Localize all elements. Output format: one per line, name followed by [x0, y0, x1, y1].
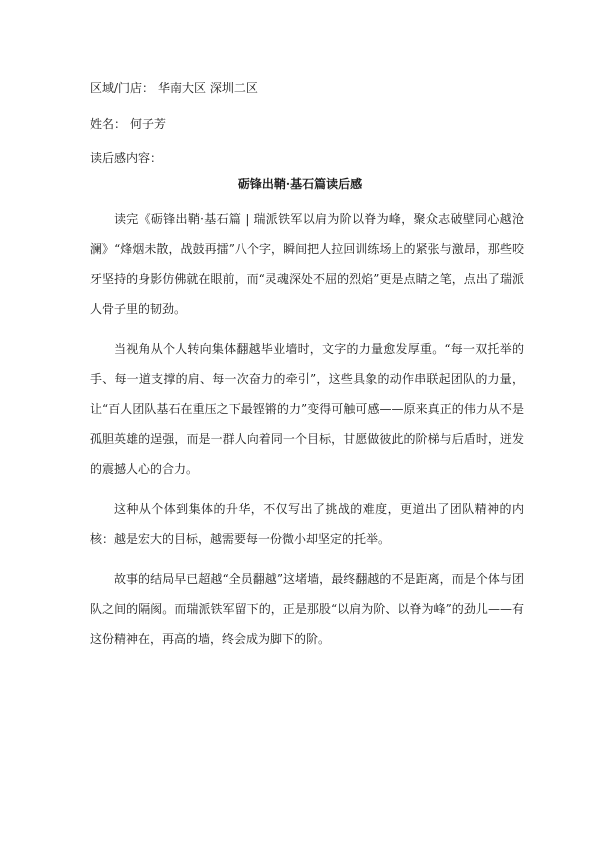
article-body: [90, 204, 524, 664]
article-paragraph: 读完《砺锋出鞘·基石篇 | 瑞派铁军以肩为阶以脊为峰，聚众志破壁同心越沧澜》“烽烟未散，战鼓再擂”八个字，瞬间把人拉回训练场上的紧张与激昂，那些咬牙坚持的身影仿佛就在眼前，而“灵魂深处不屈的烈焰”更是点睛之笔，点出了瑞派人骨子里的韧劲。: [90, 212, 524, 316]
article-paragraph: 这种从个体到集体的升华，不仅写出了挑战的难度，更道出了团队精神的内核：越是宏大的目标，越需要每一份微小却坚定的托举。: [90, 502, 524, 546]
region-store-label: 区域/门店：: [90, 81, 155, 95]
content-label: 读后感内容：: [90, 151, 163, 165]
region-store-field: [90, 80, 258, 96]
article-paragraph: 当视角从个人转向集体翻越毕业墙时，文字的力量愈发厚重。“每一双托举的手、每一道支撑的肩、每一次奋力的牵引”，这些具象的动作串联起团队的力量，让“百人团队基石在重压之下最铿锵的力”变得可触可感——原来真正的伟力从不是孤胆英雄的逞强，而是一群人向着同一个目标，甘愿做彼此的阶梯与后盾时，迸发的震撼人心的合力。: [90, 342, 524, 476]
region-store-value: 华南大区 深圳二区: [158, 81, 258, 95]
name-value: 何子芳: [130, 117, 167, 131]
article-title: 砺锋出鞘·基石篇读后感: [237, 177, 363, 191]
name-label: 姓名：: [90, 117, 127, 131]
article-paragraph: 故事的结局早已超越“全员翻越”这堵墙，最终翻越的不是距离，而是个体与团队之间的隔阂。而瑞派铁军留下的，正是那股“以肩为阶、以脊为峰”的劲儿——有这份精神在，再高的墙，终会成为脚下的阶。: [90, 572, 524, 646]
content-field: [90, 150, 162, 166]
name-field: [90, 116, 166, 132]
